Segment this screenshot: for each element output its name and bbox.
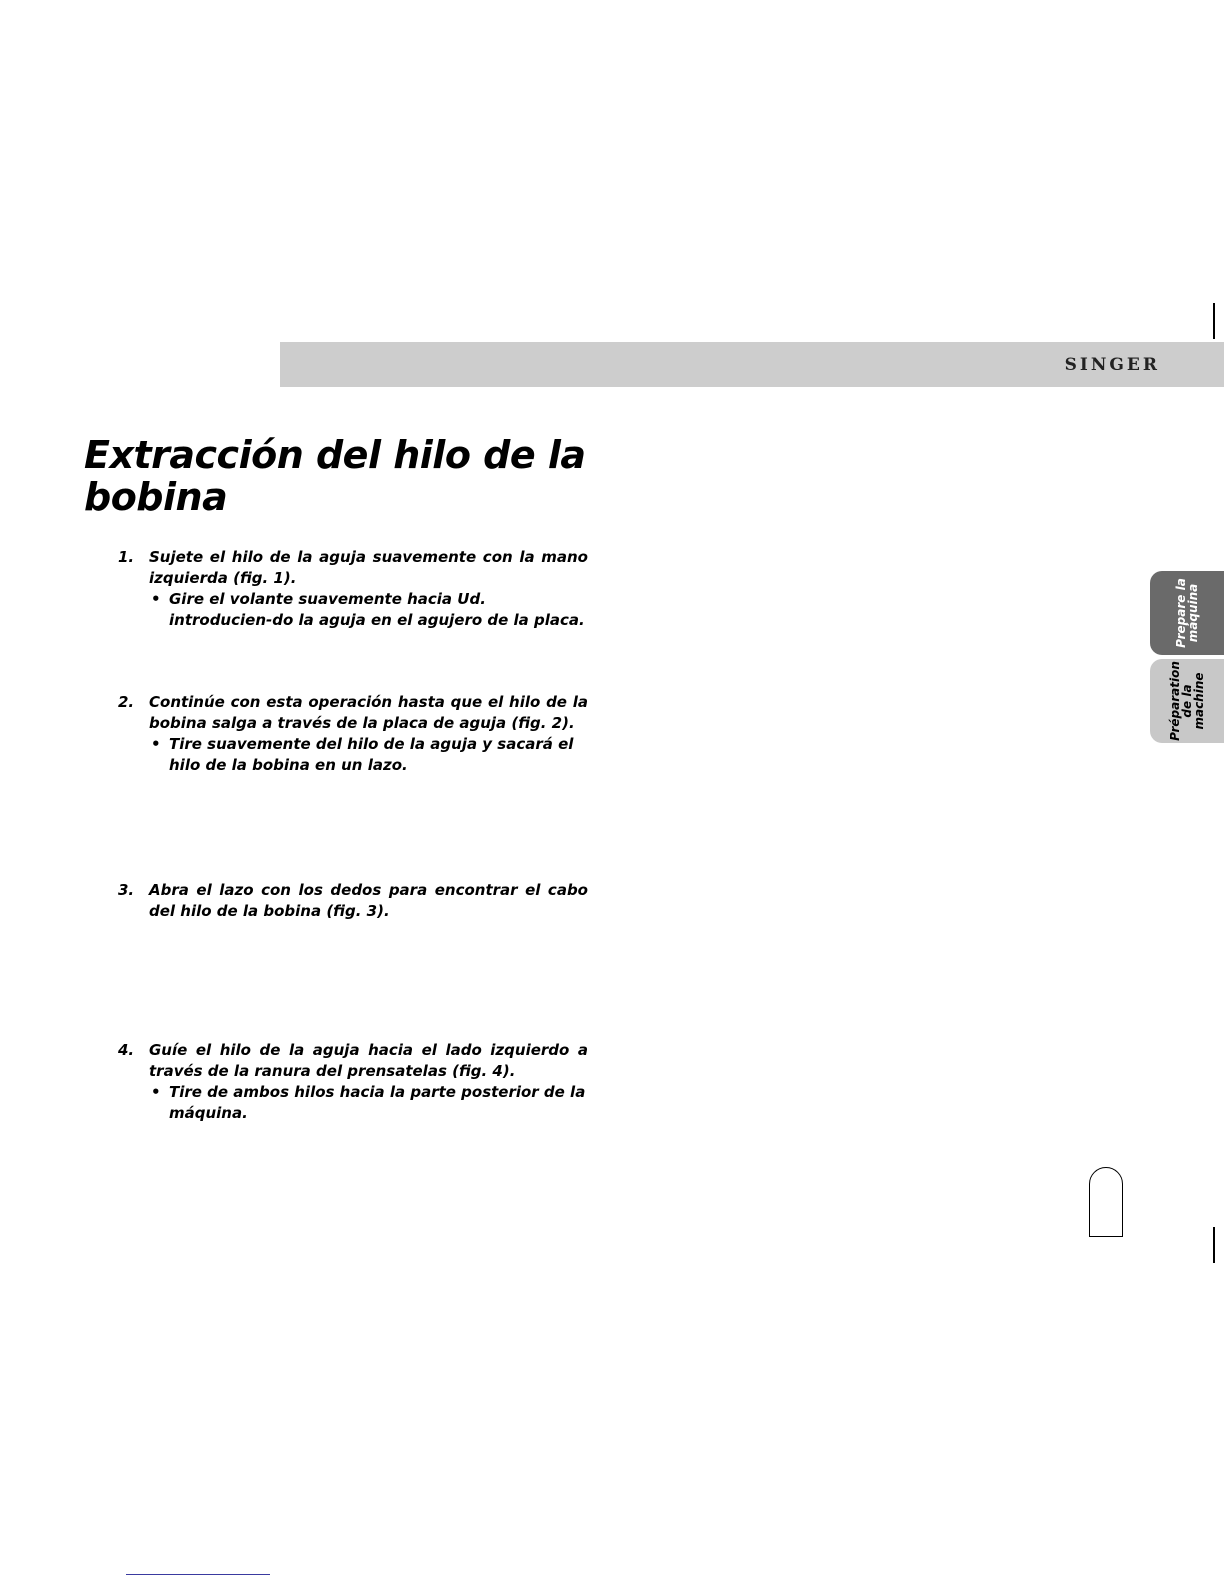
step-text: Abra el lazo con los dedos para encontrar el cabo del hilo de la bobina (fig. 3).	[149, 881, 588, 920]
step-text: Sujete el hilo de la aguja suavemente con la mano izquierda (fig. 1).	[149, 548, 588, 587]
step-number: 3.	[118, 881, 135, 899]
crop-mark-top	[1213, 303, 1215, 339]
bullet-item	[149, 734, 588, 776]
step-text: Continúe con esta operación hasta que el hilo de la bobina salga a través de la placa de aguja (fig. 2).	[149, 693, 588, 732]
bullet-item	[149, 589, 588, 631]
bullet-text: Gire el volante suavemente hacia Ud. introducien-do la aguja en el agujero de la placa.	[169, 590, 585, 629]
bullet-icon: •	[151, 1083, 161, 1101]
step-bullets	[118, 1082, 588, 1124]
step-number: 1.	[118, 548, 135, 566]
bullet-text: Tire suavemente del hilo de la aguja y sacará el hilo de la bobina en un lazo.	[169, 735, 574, 774]
tab-label: Préparation de la machine	[1168, 661, 1206, 741]
step-bullets	[118, 589, 588, 631]
bullet-text: Tire de ambos hilos hacia la parte posterior de la máquina.	[169, 1083, 586, 1122]
step-number: 4.	[118, 1041, 135, 1059]
tab-preparation-de-la-machine[interactable]	[1150, 659, 1224, 743]
step-text: Guíe el hilo de la aguja hacia el lado izquierdo a través de la ranura del prensatelas (fig. 4).	[149, 1041, 588, 1080]
page-marker-icon	[1089, 1167, 1123, 1237]
tab-label: Prepare la máquina	[1174, 578, 1200, 648]
page-title: Extracción del hilo de la bobina	[84, 433, 586, 519]
step-1	[118, 547, 588, 631]
brand-logo: SINGER	[1064, 355, 1160, 375]
bullet-icon: •	[151, 590, 161, 608]
tab-prepare-la-maquina[interactable]	[1150, 571, 1224, 655]
bullet-item	[149, 1082, 588, 1124]
step-2	[118, 692, 588, 776]
header-band	[280, 342, 1224, 387]
footer-divider	[126, 1574, 270, 1575]
bullet-icon: •	[151, 735, 161, 753]
crop-mark-bottom	[1213, 1227, 1215, 1263]
step-number: 2.	[118, 693, 135, 711]
step-4	[118, 1040, 588, 1124]
step-3	[118, 880, 588, 922]
step-bullets	[118, 734, 588, 776]
